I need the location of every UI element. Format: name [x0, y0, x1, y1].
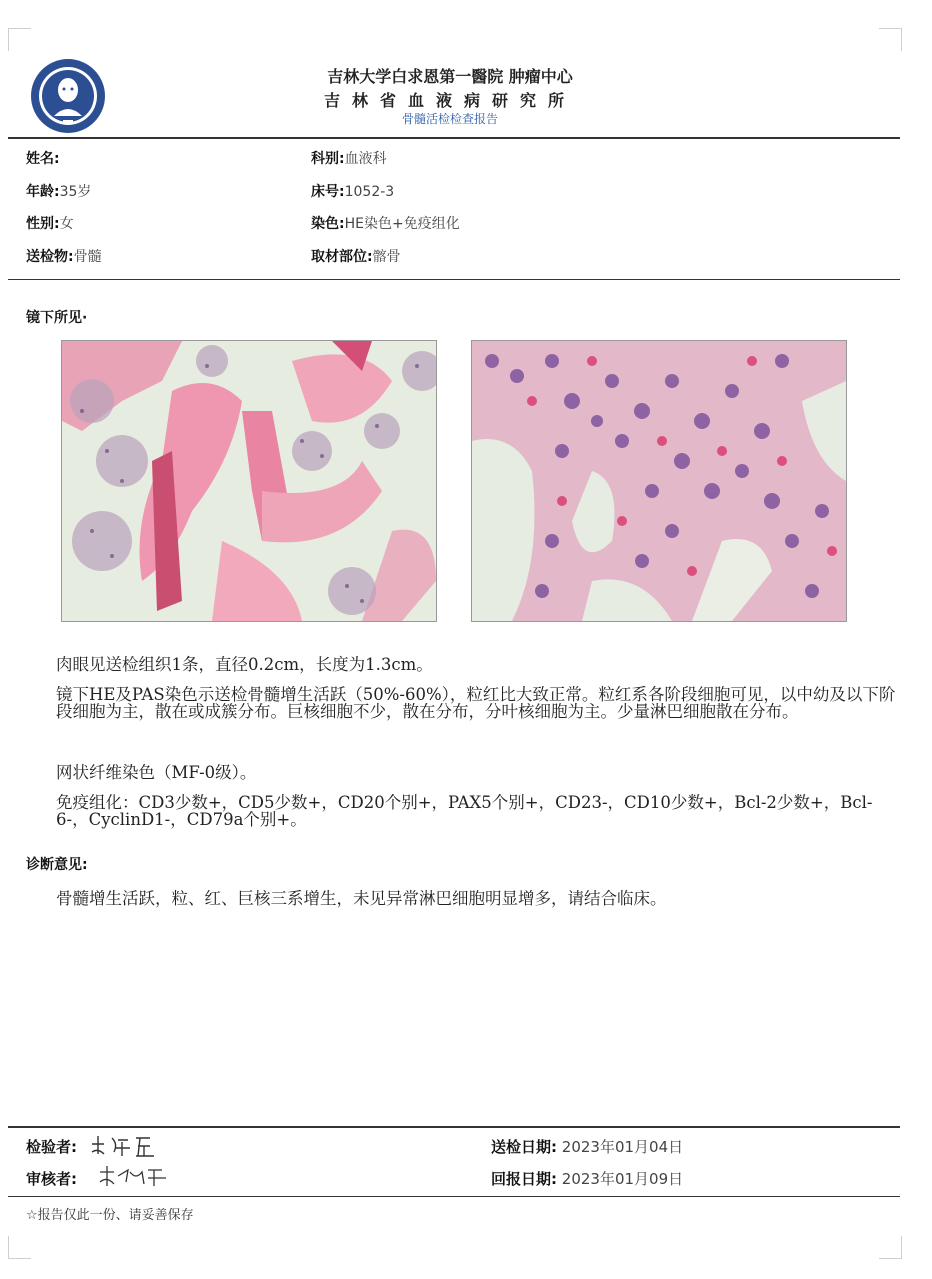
diagnosis-heading: 诊断意见: [26, 857, 88, 873]
crop-mark-top-right [879, 28, 902, 51]
examiner-label: 检验者: [26, 1138, 77, 1156]
department-value: 血液科 [344, 151, 387, 167]
microscopy-heading: 镜下所见· [26, 310, 88, 326]
examiner-signature [88, 1130, 168, 1160]
institute-name: 吉林省血液病研究所 [323, 91, 576, 110]
diagnosis-text: 骨髓增生活跃，粒、红、巨核三系增生，未见异常淋巴细胞明显增多，请结合临床。 [56, 889, 667, 908]
patient-age-label: 年龄: [26, 184, 60, 200]
gross-findings: 肉眼见送检组织1条，直径0.2cm，长度为1.3cm。 [56, 655, 433, 674]
reticulin-stain: 网状纤维染色（MF-0级）。 [56, 763, 257, 782]
micrograph-low-power-image [62, 341, 436, 621]
specimen-field [26, 246, 102, 266]
reviewer-label: 审核者: [26, 1170, 77, 1188]
footer-rule [8, 1196, 900, 1197]
examiner-field [26, 1136, 77, 1157]
report-date-label: 回报日期: [491, 1170, 557, 1188]
bed-label: 床号: [311, 184, 345, 200]
micrograph-high-power-image [472, 341, 846, 621]
hospital-logo [30, 58, 106, 134]
stain-value: HE染色+免疫组化 [344, 216, 460, 232]
footer-note: ☆报告仅此一份、请妥善保存 [26, 1208, 194, 1223]
micrograph-high-power [471, 340, 847, 622]
submit-date-value: 2023年01月04日 [561, 1138, 684, 1156]
department-label: 科别: [311, 151, 345, 167]
submit-date-field [491, 1136, 683, 1157]
bed-field [311, 181, 394, 201]
report-date-value: 2023年01月09日 [561, 1170, 684, 1188]
microscopic-findings: 镜下HE及PAS染色示送检骨髓增生活跃（50%-60%），粒红比大致正常。粒红系各阶段细胞可见，以中幼及以下阶段细胞为主，散在或成簇分布。巨核细胞不少，散在分布，分叶核细胞为主。少量淋巴细胞散在分布。 [56, 685, 896, 721]
info-rule [8, 279, 900, 280]
stain-field [311, 213, 460, 233]
crop-mark-top-left [8, 28, 31, 51]
micrograph-low-power [61, 340, 437, 622]
report-date-field [491, 1168, 683, 1189]
specimen-label: 送检物: [26, 249, 74, 265]
patient-sex-label: 性别: [26, 216, 60, 232]
sample-site-value: 髂骨 [372, 249, 401, 265]
reviewer-signature [96, 1162, 176, 1192]
report-title: 骨髓活检检查报告 [401, 112, 498, 126]
sample-site-label: 取材部位: [311, 249, 373, 265]
patient-sex-field [26, 213, 74, 233]
patient-name-label: 姓名: [26, 151, 60, 167]
stain-label: 染色: [311, 216, 345, 232]
department-field [311, 148, 387, 168]
submit-date-label: 送检日期: [491, 1138, 557, 1156]
immunohistochemistry: 免疫组化：CD3少数+，CD5少数+，CD20个别+，PAX5个别+，CD23-，CD10少数+，Bcl-2少数+，Bcl-6-，CyclinD1-，CD79a个别+。 [56, 793, 873, 829]
patient-name-field [26, 148, 60, 168]
hospital-name: 吉林大学白求恩第一醫院 肿瘤中心 [327, 67, 573, 86]
patient-age-field [26, 181, 91, 201]
bed-value: 1052-3 [344, 184, 395, 200]
sample-site-field [311, 246, 401, 266]
patient-sex-value: 女 [59, 216, 74, 232]
crop-mark-bottom-right [879, 1236, 902, 1259]
specimen-value: 骨髓 [73, 249, 102, 265]
crop-mark-bottom-left [8, 1236, 31, 1259]
signoff-rule [8, 1126, 900, 1128]
reviewer-field [26, 1168, 77, 1189]
patient-age-value: 35岁 [59, 184, 92, 200]
header-rule [8, 137, 900, 139]
